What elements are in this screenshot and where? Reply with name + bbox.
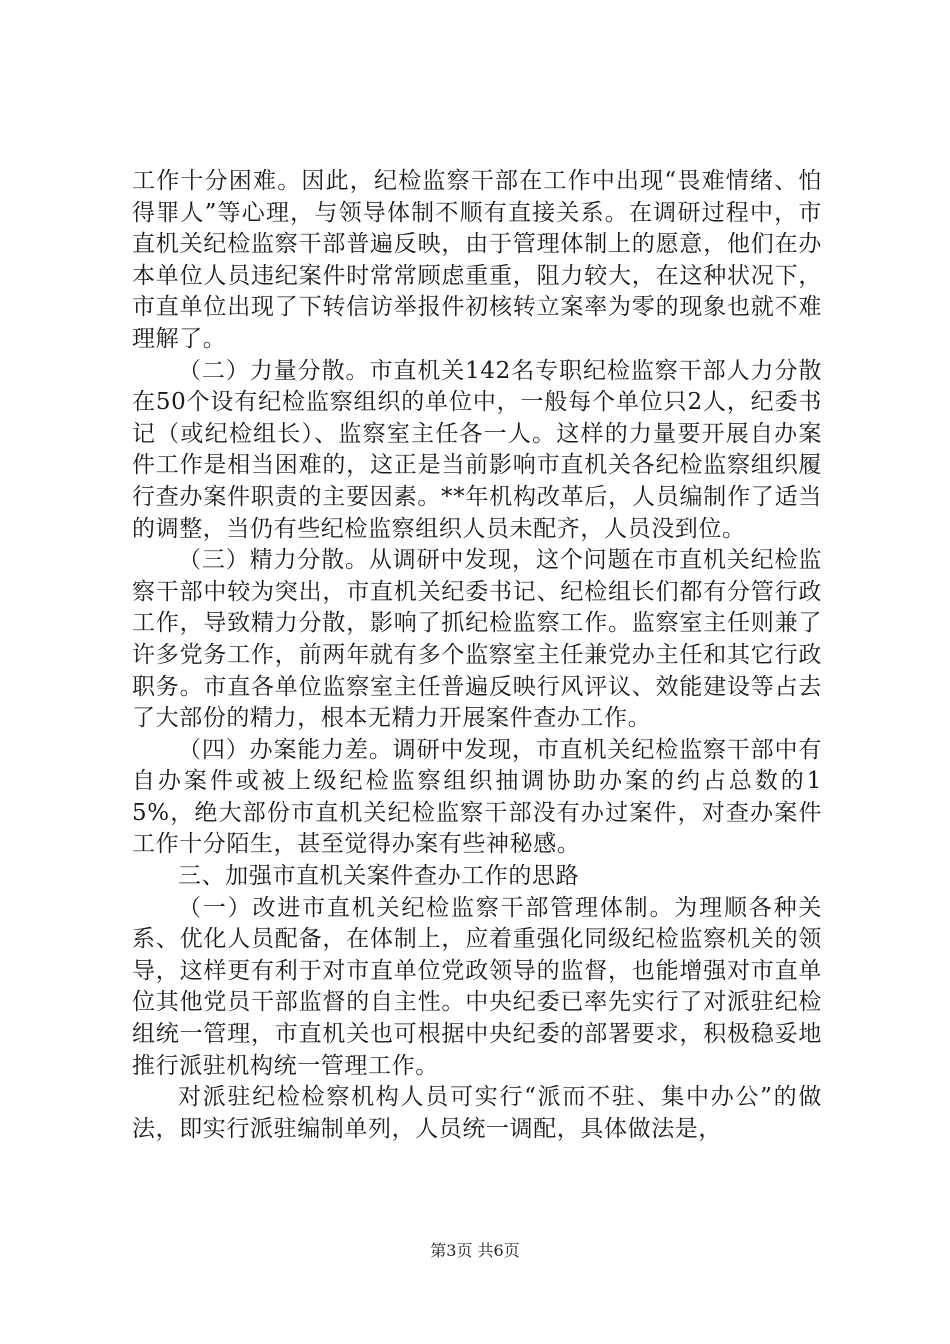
paragraph-4: （四）办案能力差。调研中发现，市直机关纪检监察干部中有自办案件或被上级纪检监察组织抽调协助办案的约占总数的15%，绝大部份市直机关纪检监察干部没有办过案件，对查办案件工作十分陌生，甚至觉得办案有些神秘感。: [132, 736, 822, 858]
paragraph-6: 对派驻纪检检察机构人员可实行“派而不驻、集中办公”的做法，即实行派驻编制单列，人员统一调配，具体做法是，: [132, 1084, 822, 1142]
page-footer: 第3页 共6页: [430, 1241, 520, 1260]
paragraph-1: 工作十分困难。因此，纪检监察干部在工作中出现“畏难情绪、怕得罪人”等心理，与领导体制不顺有直接关系。在调研过程中，市直机关纪检监察干部普遍反映，由于管理体制上的愿意，他们在办本单位人员违纪案件时常常顾虑重重，阻力较大，在这种状况下，市直单位出现了下转信访举报件初核转立案率为零的现象也就不难理解了。: [132, 168, 822, 352]
paragraph-3: （三）精力分散。从调研中发现，这个问题在市直机关纪检监察干部中较为突出，市直机关纪委书记、纪检组长们都有分管行政工作，导致精力分散，影响了抓纪检监察工作。监察室主任则兼了许多党务工作，前两年就有多个监察室主任兼党办主任和其它行政职务。市直各单位监察室主任普遍反映行风评议、效能建设等占去了大部份的精力，根本无精力开展案件查办工作。: [132, 547, 822, 732]
paragraph-5: （一）改进市直机关纪检监察干部管理体制。为理顺各种关系、优化人员配备，在体制上，应着重强化同级纪检监察机关的领导，这样更有利于对市直单位党政领导的监督，也能增强对市直单位其他党员干部监督的自主性。中央纪委已率先实行了对派驻纪检组统一管理，市直机关也可根据中央纪委的部署要求，积极稳妥地推行派驻机构统一管理工作。: [132, 894, 822, 1079]
section-heading: 三、加强市直机关案件查办工作的思路: [178, 863, 580, 890]
document-body: [132, 166, 822, 1145]
paragraph-2: （二）力量分散。市直机关142名专职纪检监察干部人力分散在50个设有纪检监察组织的单位中，一般每个单位只2人，纪委书记（或纪检组长）、监察室主任各一人。这样的力量要开展自办案件工作是相当困难的，这正是当前影响市直机关各纪检监察组织履行查办案件职责的主要因素。**年机构改革后，人员编制作了适当的调整，当仍有些纪检监察组织人员未配齐，人员没到位。: [132, 357, 822, 542]
